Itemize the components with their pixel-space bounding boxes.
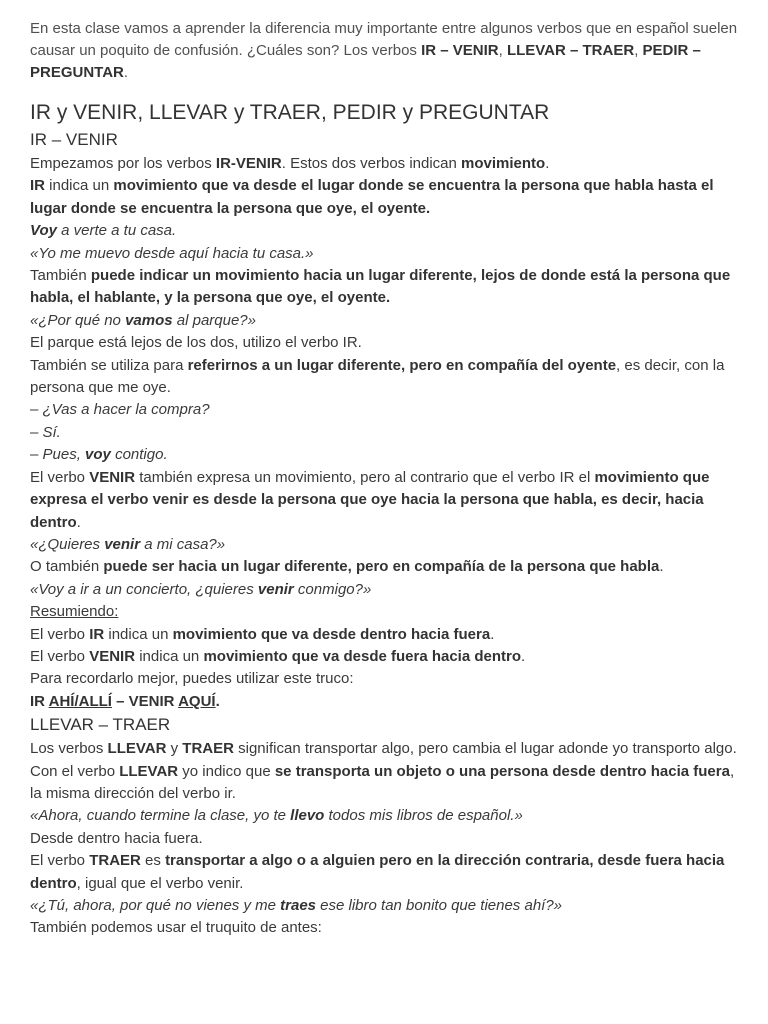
paragraph: También puede indicar un movimiento hacia un lugar diferente, lejos de donde está la persona que habla, el hablante, y la persona que oye, el oyente. [30,267,731,307]
section-heading-ir-venir: IR – VENIR [30,130,118,149]
paragraph: Con el verbo LLEVAR yo indico que se transporta un objeto o una persona desde dentro hacia fuera, la misma dirección del verbo ir. [30,762,735,802]
example-sentence: «¿Tú, ahora, por qué no vienes y me traes ese libro tan bonito que tienes ahí?» [30,897,563,914]
paragraph: El parque está lejos de los dos, utilizo el verbo IR. [30,334,362,352]
example-sentence: «Yo me muevo desde aquí hacia tu casa.» [30,244,314,262]
intro-text: En esta clase vamos a aprender la diferencia muy importante entre algunos verbos que en español suelen causar un poquito de confusión. ¿Cuáles son? Los verbos [30,20,738,59]
intro-verbs-pedir-preguntar: PEDIR – PREGUNTAR [30,42,701,81]
example-sentence: «Voy a ir a un concierto, ¿quieres venir conmigo?» [30,580,372,598]
intro-verbs-llevar-traer: LLEVAR – TRAER [506,42,635,59]
paragraph: El verbo TRAER es transportar a algo o a alguien pero en la dirección contraria, desde fuera hacia dentro, igual que el verbo venir. [30,852,725,892]
dialogue-line: – Pues, voy contigo. [30,446,168,464]
paragraph: Empezamos por los verbos IR-VENIR. Estos dos verbos indican movimiento. [30,155,550,172]
intro-paragraph: En esta clase vamos a aprender la diferencia muy importante entre algunos verbos que en español suelen causar un poquito de confusión. ¿Cuáles son? Los verbos IR – VENIR, LLEVAR – TRAER, PEDIR – PREGUNTAR. [30,20,738,81]
article-title: IR y VENIR, LLEVAR y TRAER, PEDIR y PREGUNTAR [30,101,550,124]
intro-verbs-ir-venir: IR – VENIR [421,42,499,59]
summary-line: El verbo IR indica un movimiento que va desde dentro hacia fuera. [30,625,495,643]
example-sentence: «¿Quieres venir a mi casa?» [30,535,226,553]
dialogue-line: – Sí. [30,423,61,441]
paragraph: Para recordarlo mejor, puedes utilizar este truco: [30,670,354,688]
paragraph: Desde dentro hacia fuera. [30,829,203,847]
summary-label: Resumiendo: [30,603,119,621]
example-sentence: «¿Por qué no vamos al parque?» [30,311,256,329]
paragraph: También podemos usar el truquito de antes: [30,919,322,937]
dialogue-line: – ¿Vas a hacer la compra? [30,401,210,419]
trick-line: IR AHÍ/ALLÍ – VENIR AQUÍ. [30,692,220,710]
section-heading-llevar-traer: LLEVAR – TRAER [30,715,171,735]
example-sentence: «Ahora, cuando termine la clase, yo te llevo todos mis libros de español.» [30,807,523,825]
paragraph: También se utiliza para referirnos a un lugar diferente, pero en compañía del oyente, es decir, con la persona que me oye. [30,356,725,397]
summary-line: El verbo VENIR indica un movimiento que va desde fuera hacia dentro. [30,647,526,665]
paragraph: Los verbos LLEVAR y TRAER significan transportar algo, pero cambia el lugar adonde yo transporto algo. [30,740,737,758]
example-sentence: Voy a verte a tu casa. [30,222,177,240]
paragraph: IR indica un movimiento que va desde el lugar donde se encuentra la persona que habla hasta el lugar donde se encuentra la persona que oye, el oyente. [30,177,714,217]
paragraph: O también puede ser hacia un lugar diferente, pero en compañía de la persona que habla. [30,558,664,576]
paragraph: El verbo VENIR también expresa un movimiento, pero al contrario que el verbo IR el movimiento que expresa el verbo venir es desde la persona que oye hacia la persona que habla, es decir, hacia dentro. [30,468,710,531]
